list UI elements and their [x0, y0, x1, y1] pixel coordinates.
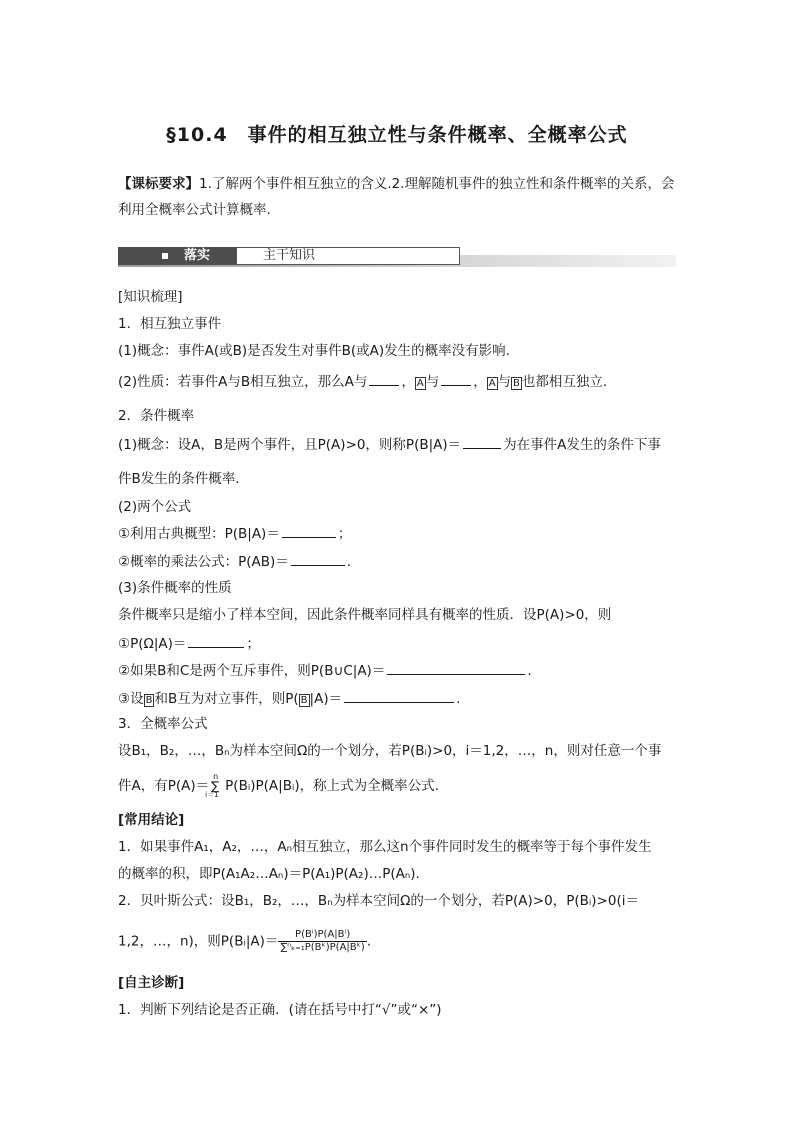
prop-text-d: ，	[473, 374, 487, 390]
answer-blank[interactable]	[291, 551, 345, 566]
conditional-concept-cont: 件B发生的条件概率.	[118, 471, 240, 487]
f1-text-b: ；	[337, 526, 352, 542]
b-complement-symbol: B	[300, 695, 308, 706]
a-complement-symbol: A	[488, 378, 496, 389]
answer-blank[interactable]	[344, 688, 454, 703]
answer-blank[interactable]	[188, 633, 244, 648]
p2-text-a: ②如果B和C是两个互斥事件，则P(B∪C|A)＝	[118, 663, 386, 679]
bayes-text-post: .	[366, 933, 372, 950]
f1-text-a: ①利用古典概型：P(B|A)＝	[118, 526, 280, 542]
prop-text-b: ，	[401, 374, 415, 390]
b-complement-symbol: B	[145, 695, 153, 706]
bayes-text-pre: 1,2，…，n)，则P(Bᵢ|A)＝	[118, 933, 279, 950]
heading-conditional-probability: 2．条件概率	[118, 408, 195, 424]
page-title: §10.4 事件的相互独立性与条件概率、全概率公式	[166, 124, 628, 146]
heading-independent-events: 1．相互独立事件	[118, 316, 222, 332]
concept-text-a: (1)概念：设A，B是两个事件，且P(A)>0，则称P(B|A)＝	[118, 437, 462, 453]
conclusion-2-line-1: 2．贝叶斯公式：设B₁，B₂，…，Bₙ为样本空间Ω的一个划分，若P(A)>0，P(Bᵢ)>0(i＝	[118, 893, 639, 909]
banner-dark-label: 落实	[184, 248, 211, 263]
bayes-denominator: ∑ⁿₖ₌₁P(Bᵏ)P(A|Bᵏ)	[280, 942, 365, 953]
answer-blank[interactable]	[369, 371, 399, 386]
conclusion-2-line-2	[118, 929, 371, 954]
banner-light-label: 主干知识	[236, 247, 460, 265]
p1-text-a: ①P(Ω|A)＝	[118, 636, 187, 652]
prop-text-e: 与	[497, 374, 512, 390]
p3-text-a: ③设	[118, 691, 144, 707]
bayes-fraction	[278, 929, 366, 954]
total-probability-formula	[118, 772, 439, 799]
self-diagnosis-header: [自主诊断]	[118, 975, 185, 991]
conclusion-1-line-1: 1．如果事件A₁，A₂，…，Aₙ相互独立，那么这n个事件同时发生的概率等于每个事件发生	[118, 839, 652, 855]
bayes-numerator: P(Bⁱ)P(A|Bⁱ)	[278, 929, 366, 942]
heading-total-probability: 3．全概率公式	[118, 716, 208, 732]
f2-text-b: .	[346, 554, 352, 570]
tp-text-pre: 件A，有P(A)＝	[118, 778, 210, 794]
p3-text-c: |A)＝	[309, 691, 343, 707]
independent-concept: (1)概念：事件A(或B)是否发生对事件B(或A)发生的概率没有影响.	[118, 343, 510, 359]
answer-blank[interactable]	[463, 434, 501, 449]
banner-dark-tab	[118, 247, 236, 265]
a-complement-symbol: A	[416, 378, 424, 389]
p3-text-b: 和B互为对立事件，则P(	[154, 691, 299, 707]
prop-text-f: 也都相互独立.	[521, 374, 608, 390]
sum-sign: ∑	[211, 779, 220, 793]
p1-text-b: ；	[246, 636, 260, 652]
properties-text: 条件概率只是缩小了样本空间，因此条件概率同样具有概率的性质．设P(A)>0，则	[118, 607, 612, 623]
b-complement-symbol: B	[513, 378, 520, 389]
p2-text-b: .	[527, 663, 532, 679]
prop-text-a: (2)性质：若事件A与B相互独立，那么A与	[118, 374, 368, 390]
property-3	[118, 688, 460, 709]
formula-multiplication	[118, 551, 351, 572]
knowledge-header: [知识梳理]	[118, 289, 183, 305]
conditional-concept	[118, 434, 661, 455]
summation-symbol	[205, 772, 225, 799]
formula-classical	[118, 523, 351, 544]
requirements-label: 【课标要求】	[118, 176, 199, 192]
concept-text-b: 为在事件A发生的条件下事	[503, 437, 661, 453]
property-1	[118, 633, 260, 654]
independent-property	[118, 371, 607, 392]
requirements-line-1	[118, 174, 675, 194]
conclusion-1-line-2: 的概率的积，即P(A₁A₂…Aₙ)＝P(A₁)P(A₂)…P(Aₙ).	[118, 866, 420, 882]
common-conclusions-header: [常用结论]	[118, 812, 185, 828]
requirements-text-1: 1.了解两个事件相互独立的含义.2.理解随机事件的独立性和条件概率的关系，会	[199, 176, 675, 192]
requirements-text-2: 利用全概率公式计算概率.	[118, 202, 271, 218]
sum-upper: n	[213, 772, 219, 781]
f2-text-a: ②概率的乘法公式：P(AB)＝	[118, 554, 289, 570]
square-bullet-icon	[162, 253, 168, 259]
property-2	[118, 660, 532, 681]
total-probability-text-1: 设B₁，B₂，…，Bₙ为样本空间Ω的一个划分，若P(Bᵢ)>0，i＝1,2，…，n，则对任意一个事	[118, 743, 662, 759]
p3-text-d: .	[456, 691, 461, 707]
properties-heading: (3)条件概率的性质	[118, 580, 232, 596]
sum-lower: i＝1	[205, 791, 219, 799]
two-formulas-heading: (2)两个公式	[118, 499, 192, 515]
answer-blank[interactable]	[441, 371, 471, 386]
prop-text-c: 与	[425, 374, 440, 390]
tp-text-post: P(Bᵢ)P(A|Bᵢ)，称上式为全概率公式.	[225, 778, 439, 794]
answer-blank[interactable]	[387, 660, 525, 675]
section-banner	[118, 247, 676, 267]
diagnosis-question-1: 1．判断下列结论是否正确．(请在括号中打“√”或“×”)	[118, 1002, 442, 1018]
answer-blank[interactable]	[282, 523, 336, 538]
